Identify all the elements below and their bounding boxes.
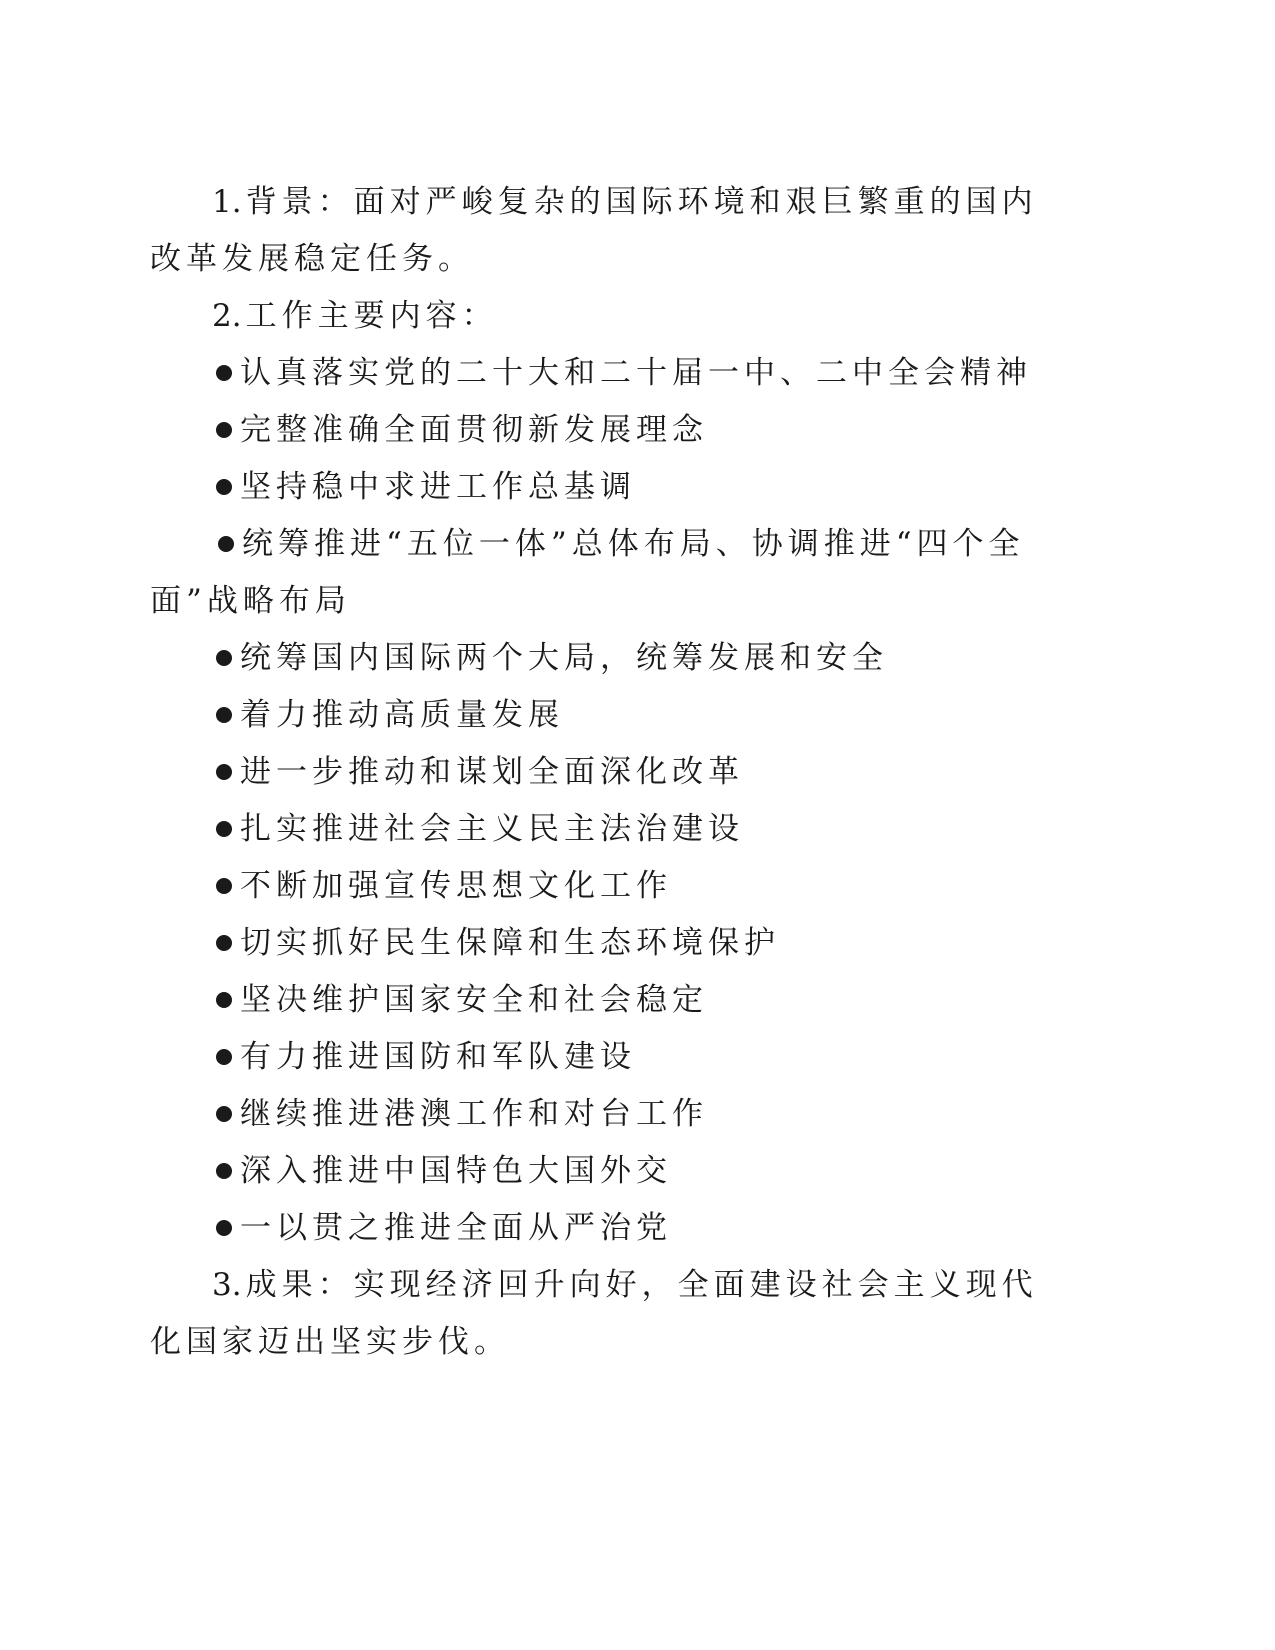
bullet-icon bbox=[216, 422, 232, 438]
bullet-icon bbox=[216, 707, 232, 723]
list-item: 着力推动高质量发展 bbox=[150, 687, 1050, 744]
bullet-icon bbox=[218, 536, 234, 552]
bullet-icon bbox=[216, 935, 232, 951]
bullet-icon bbox=[216, 878, 232, 894]
section-number: 3. bbox=[212, 1267, 242, 1303]
bullet-icon bbox=[216, 764, 232, 780]
list-item: 继续推进港澳工作和对台工作 bbox=[150, 1086, 1050, 1143]
list-item: 切实抓好民生保障和生态环境保护 bbox=[150, 915, 1050, 972]
section-background bbox=[150, 174, 1050, 288]
list-item: 不断加强宣传思想文化工作 bbox=[150, 858, 1050, 915]
section-number: 1. bbox=[212, 184, 242, 220]
bullet-icon bbox=[216, 365, 232, 381]
list-item: 坚持稳中求进工作总基调 bbox=[150, 459, 1050, 516]
list-item: 统筹国内国际两个大局，统筹发展和安全 bbox=[150, 630, 1050, 687]
section-text: 工作主要内容： bbox=[245, 298, 498, 334]
section-main-content bbox=[150, 288, 1050, 345]
bullet-icon bbox=[216, 1163, 232, 1179]
section-text: 背景：面对严峻复杂的国际环境和艰巨繁重的国内改革发展稳定任务。 bbox=[150, 184, 1038, 277]
list-item: 进一步推动和谋划全面深化改革 bbox=[150, 744, 1050, 801]
section-number: 2. bbox=[212, 298, 242, 334]
document-body bbox=[150, 174, 1050, 1371]
section-results bbox=[150, 1257, 1050, 1371]
bullet-icon bbox=[216, 821, 232, 837]
bullet-icon bbox=[216, 650, 232, 666]
list-item: 深入推进中国特色大国外交 bbox=[150, 1143, 1050, 1200]
list-item: 认真落实党的二十大和二十届一中、二中全会精神 bbox=[150, 345, 1050, 402]
bullet-icon bbox=[216, 479, 232, 495]
bullet-list bbox=[150, 345, 1050, 1257]
bullet-icon bbox=[216, 992, 232, 1008]
list-item: 完整准确全面贯彻新发展理念 bbox=[150, 402, 1050, 459]
list-item: 扎实推进社会主义民主法治建设 bbox=[150, 801, 1050, 858]
list-item: 有力推进国防和军队建设 bbox=[150, 1029, 1050, 1086]
bullet-icon bbox=[216, 1106, 232, 1122]
list-item: 统筹推进“五位一体”总体布局、协调推进“四个全面”战略布局 bbox=[150, 526, 1025, 619]
section-text: 成果：实现经济回升向好，全面建设社会主义现代化国家迈出坚实步伐。 bbox=[150, 1267, 1038, 1360]
list-item: 一以贯之推进全面从严治党 bbox=[150, 1200, 1050, 1257]
list-item: 坚决维护国家安全和社会稳定 bbox=[150, 972, 1050, 1029]
bullet-icon bbox=[216, 1220, 232, 1236]
bullet-icon bbox=[216, 1049, 232, 1065]
